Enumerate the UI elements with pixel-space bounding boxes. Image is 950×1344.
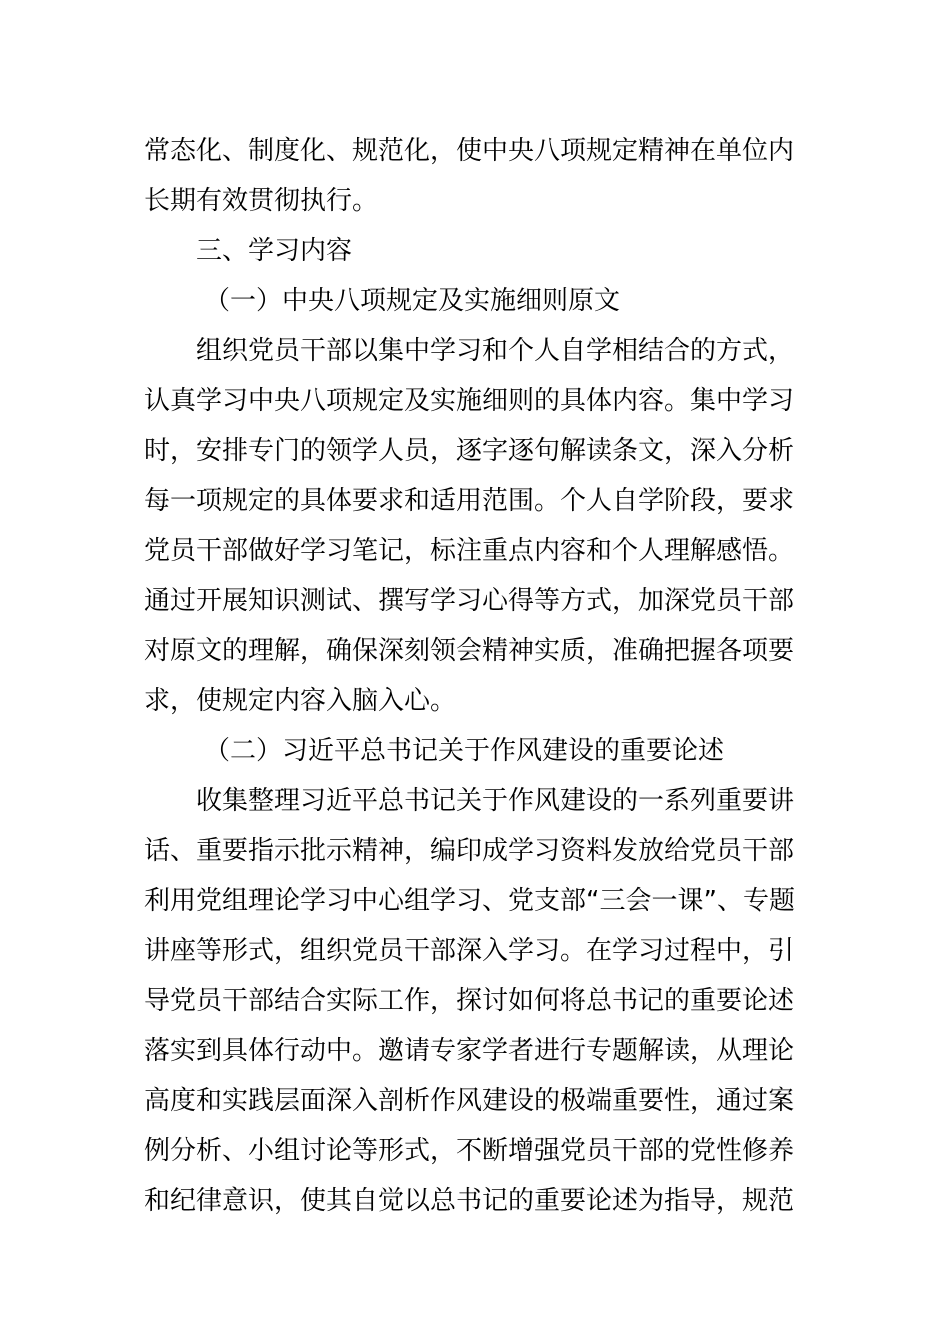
text-line: 党员干部做好学习笔记，标注重点内容和个人理解感悟。 — [144, 536, 795, 566]
text-line: 常态化、制度化、规范化，使中央八项规定精神在单位内 — [144, 136, 795, 166]
continuation-paragraph — [144, 126, 808, 226]
text-line: 导党员干部结合实际工作，探讨如何将总书记的重要论述 — [144, 986, 795, 1016]
text-line: 长期有效贯彻执行。 — [144, 186, 379, 216]
text-line: 例分析、小组讨论等形式，不断增强党员干部的党性修养 — [144, 1136, 795, 1166]
section-heading: 三、学习内容 — [196, 236, 353, 266]
body-paragraph — [144, 776, 808, 1226]
body-paragraph — [144, 326, 808, 726]
document-body — [144, 126, 808, 1226]
text-line: 讲座等形式，组织党员干部深入学习。在学习过程中，引 — [144, 936, 795, 966]
text-line: 每一项规定的具体要求和适用范围。个人自学阶段，要求 — [144, 486, 795, 516]
text-line: 和纪律意识，使其自觉以总书记的重要论述为指导，规范 — [144, 1186, 795, 1216]
text-line: 求，使规定内容入脑入心。 — [144, 686, 457, 716]
text-line: 话、重要指示批示精神，编印成学习资料发放给党员干部 — [144, 836, 795, 866]
text-line: 收集整理习近平总书记关于作风建设的一系列重要讲 — [196, 786, 795, 816]
text-line: 对原文的理解，确保深刻领会精神实质，准确把握各项要 — [144, 636, 795, 666]
text-line: 利用党组理论学习中心组学习、党支部“三会一课”、专题 — [144, 886, 795, 916]
text-line: 认真学习中央八项规定及实施细则的具体内容。集中学习 — [144, 386, 795, 416]
text-line: 落实到具体行动中。邀请专家学者进行专题解读，从理论 — [144, 1036, 795, 1066]
subsection-heading: （二）习近平总书记关于作风建设的重要论述 — [204, 736, 725, 766]
text-line: 通过开展知识测试、撰写学习心得等方式，加深党员干部 — [144, 586, 795, 616]
subsection-heading: （一）中央八项规定及实施细则原文 — [204, 286, 621, 316]
text-line: 组织党员干部以集中学习和个人自学相结合的方式， — [196, 336, 795, 366]
text-line: 时，安排专门的领学人员，逐字逐句解读条文，深入分析 — [144, 436, 795, 466]
text-line: 高度和实践层面深入剖析作风建设的极端重要性，通过案 — [144, 1086, 795, 1116]
